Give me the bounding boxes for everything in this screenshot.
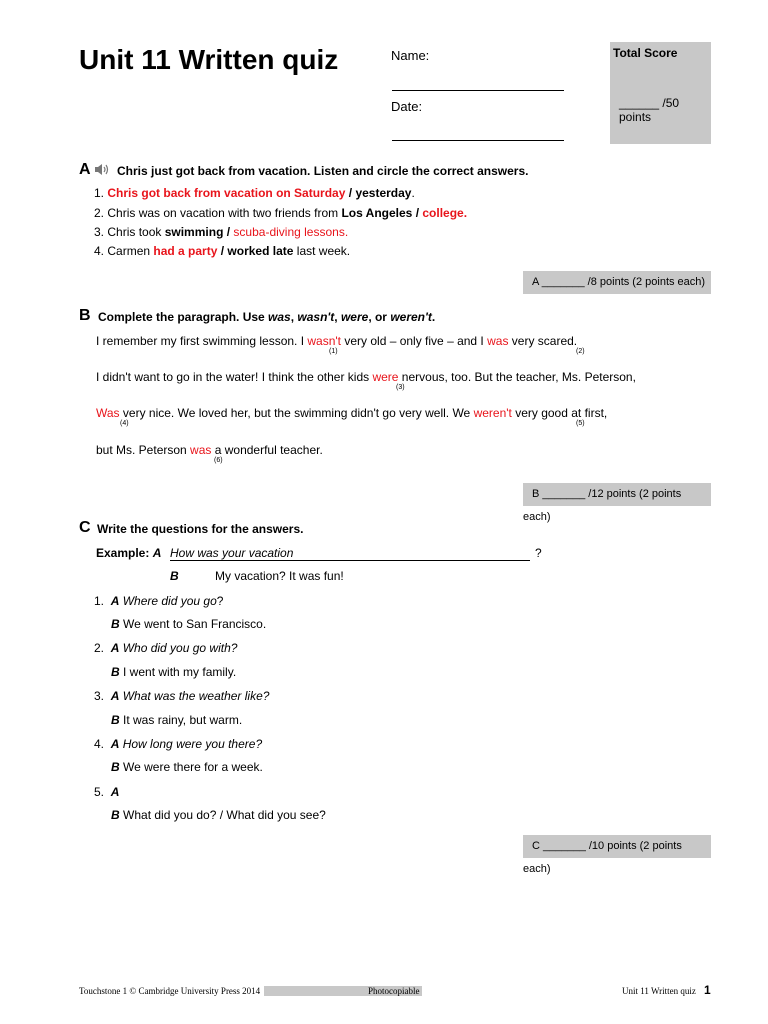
list-item: 1. Chris got back from vacation on Saturday / yesterday. — [94, 186, 415, 200]
section-b-letter: B — [79, 307, 91, 324]
list-item: 2. Chris was on vacation with two friends from Los Angeles / college. — [94, 206, 468, 220]
paragraph-line: I remember my first swimming lesson. I wasn't very old – only five – and I was very scared. — [96, 334, 578, 348]
answer-line: B It was rainy, but warm. — [111, 713, 243, 727]
section-a-letter: A — [79, 161, 91, 178]
page-title: Unit 11 Written quiz — [79, 44, 339, 75]
option-b[interactable]: yesterday — [355, 186, 412, 200]
option-a[interactable]: had a party — [153, 244, 218, 258]
example-b-text: My vacation? It was fun! — [215, 569, 344, 583]
total-score-value[interactable]: ______ /50 points — [619, 96, 680, 124]
example-row: Example: A — [96, 546, 162, 560]
question-item: 2. A Who did you go with? — [94, 641, 238, 655]
option-a[interactable]: Los Angeles — [341, 206, 413, 220]
answer-blank[interactable]: were — [372, 370, 399, 384]
question-answer[interactable]: What was the weather like? — [122, 689, 270, 703]
blank-marker: (4) — [120, 420, 129, 427]
date-label: Date: — [391, 99, 423, 114]
question-answer[interactable]: Where did you go — [122, 594, 217, 608]
blank-marker: (1) — [329, 348, 338, 355]
question-answer[interactable]: Who did you go with? — [122, 641, 238, 655]
question-item: 4. A How long were you there? — [94, 737, 263, 751]
blank-marker: (5) — [576, 420, 585, 427]
date-field[interactable] — [392, 140, 564, 141]
answer-blank[interactable]: was — [487, 334, 509, 348]
question-item: 3. A What was the weather like? — [94, 689, 270, 703]
footer-unit: Unit 11 Written quiz — [622, 986, 696, 996]
name-label: Name: — [391, 48, 430, 63]
option-b[interactable]: scuba-diving lessons. — [233, 225, 349, 239]
blank-marker: (6) — [214, 457, 223, 464]
paragraph-line: I didn't want to go in the water! I think the other kids were nervous, too. But the teacher, Ms. Peterson, — [96, 370, 636, 384]
paragraph-line: Was very nice. We loved her, but the swimming didn't go very well. We weren't very good at first, — [96, 406, 608, 420]
total-score-box — [610, 42, 711, 144]
section-b-instruction: Complete the paragraph. Use was, wasn't, were, or weren't. — [98, 310, 436, 324]
answer-blank[interactable]: Was — [96, 406, 120, 420]
answer-line: B I went with my family. — [111, 665, 237, 679]
section-a-instruction: Chris just got back from vacation. Listen and circle the correct answers. — [117, 164, 529, 178]
answer-blank[interactable]: weren't — [473, 406, 512, 420]
option-b[interactable]: college. — [422, 206, 468, 220]
option-a[interactable]: swimming — [164, 225, 224, 239]
option-b[interactable]: worked late — [227, 244, 294, 258]
answer-blank[interactable]: was — [190, 443, 212, 457]
answer-line: B We were there for a week. — [111, 760, 263, 774]
option-a[interactable]: Chris got back from vacation on Saturday — [107, 186, 346, 200]
name-field[interactable] — [392, 90, 564, 91]
answer-blank[interactable]: wasn't — [307, 334, 342, 348]
paragraph-line: but Ms. Peterson was a wonderful teacher. — [96, 443, 323, 457]
answer-line: B What did you do? / What did you see? — [111, 808, 326, 822]
section-b-points: B _______ /12 points (2 points each) — [523, 483, 711, 506]
section-c-instruction: Write the questions for the answers. — [97, 522, 304, 536]
list-item: 3. Chris took swimming / scuba-diving lessons. — [94, 225, 349, 239]
footer-copyright: Touchstone 1 © Cambridge University Press 2014 — [79, 986, 261, 996]
page-number: 1 — [704, 983, 711, 997]
list-item: 4. Carmen had a party / worked late last week. — [94, 244, 351, 258]
section-c-letter: C — [79, 519, 91, 536]
blank-marker: (3) — [396, 384, 405, 391]
question-item: 5. A — [94, 785, 120, 799]
speaker-icon[interactable] — [94, 163, 110, 176]
section-a-points: A _______ /8 points (2 points each) — [523, 271, 711, 294]
example-b-letter: B — [170, 569, 179, 583]
question-item: 1. A Where did you go? — [94, 594, 224, 608]
total-score-label: Total Score — [613, 46, 678, 60]
example-answer: How was your vacation — [170, 546, 530, 561]
blank-marker: (2) — [576, 348, 585, 355]
footer-photocopiable: Photocopiable — [368, 986, 420, 996]
answer-line: B We went to San Francisco. — [111, 617, 267, 631]
example-question-mark: ? — [535, 546, 542, 560]
question-answer[interactable]: How long were you there? — [122, 737, 263, 751]
section-c-points: C _______ /10 points (2 points each) — [523, 835, 711, 858]
